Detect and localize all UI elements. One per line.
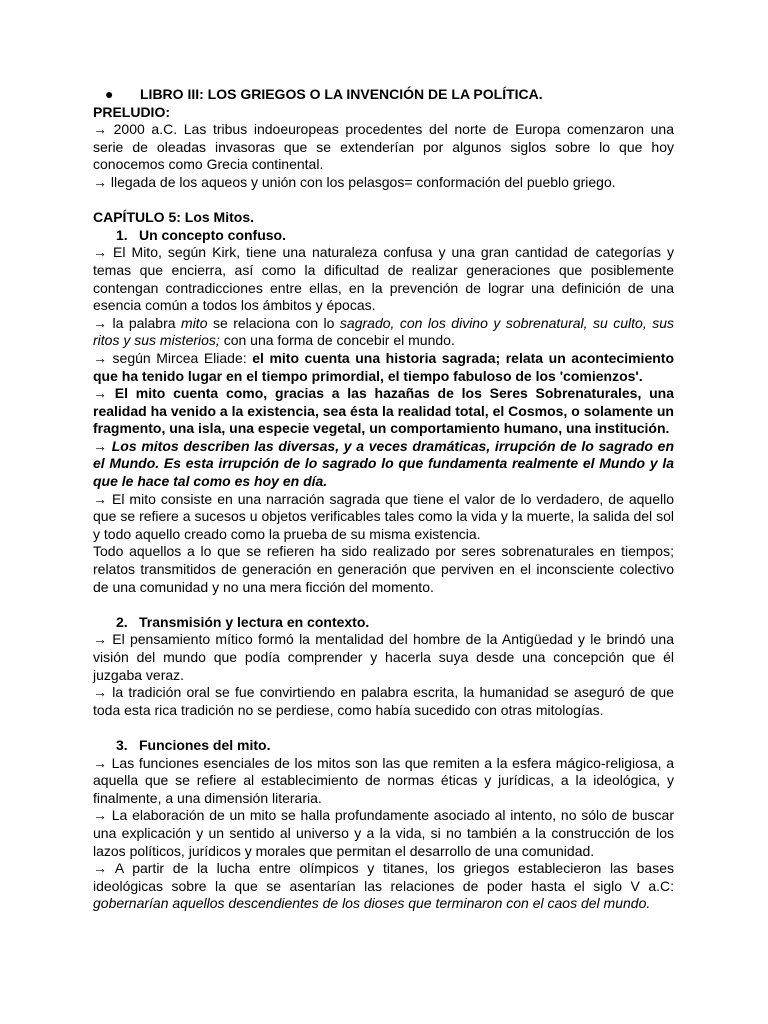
section-2-paragraph-2: → la tradición oral se fue convirtiendo en palabra escrita, la humanidad se aseguró de que toda esta rica tradición no se perdiese, como había sucedido con otras mitologías. bbox=[93, 684, 674, 718]
section-1-paragraph-6: → El mito consiste en una narración sagrada que tiene el valor de lo verdadero, de aquello que se refiere a sucesos u objetos verificables tales como la vida y la muerte, la salida del sol y todo aquello creado como la prueba de su misma existencia. bbox=[93, 490, 674, 542]
book-heading-text: LIBRO III: LOS GRIEGOS O LA INVENCIÓN DE LA POLÍTICA. bbox=[140, 86, 543, 102]
section-1-heading bbox=[93, 227, 674, 245]
section-1-paragraph-1: → El Mito, según Kirk, tiene una naturaleza confusa y una gran cantidad de categorías y temas que encierra, así como la dificultad de realizar generaciones que posiblemente contengan contradicciones entre ellas, en la prevención de lograr una definición de una esencia común a todos los ámbitos y épocas. bbox=[93, 244, 674, 314]
section-2-paragraph-1: → El pensamiento mítico formó la mentalidad del hombre de la Antigüedad y le brindó una visión del mundo que podía comprender y hacerla suya desde una concepción que él juzgaba veraz. bbox=[93, 631, 674, 683]
spacer bbox=[93, 719, 674, 737]
document-page bbox=[93, 86, 674, 913]
bullet-icon: ● bbox=[105, 86, 114, 102]
text-run: → la palabra bbox=[93, 314, 182, 331]
prelude-paragraph-1: → 2000 a.C. Las tribus indoeuropeas procedentes del norte de Europa comenzaron una serie de oleadas invasoras que se extenderían por algunos siglos sobre lo que hoy conocemos como Grecia continental. bbox=[93, 121, 674, 173]
section-1-title: Un concepto confuso. bbox=[139, 226, 286, 243]
book-heading bbox=[93, 86, 674, 104]
prelude-title: PRELUDIO: bbox=[93, 103, 170, 120]
text-run-bold: el mito cuenta una historia sagrada; relata un acontecimiento que ha tenido lugar en el tiempo primordial, el tiempo fabuloso de los 'comienzos'. bbox=[93, 349, 674, 384]
text-run: se relaciona con lo bbox=[207, 314, 340, 331]
text-run: con una forma de concebir el mundo. bbox=[219, 332, 455, 349]
text-run-italic: gobernarían aquellos descendientes de los dioses que terminaron con el caos del mundo. bbox=[93, 895, 651, 912]
text-run: → según Mircea Eliade: bbox=[93, 349, 253, 366]
section-3-paragraph-3 bbox=[93, 860, 674, 913]
section-1-paragraph-3 bbox=[93, 350, 674, 385]
text-run-bold-italic: Los mitos describen las diversas, y a veces dramáticas, irrupción de lo sagrado en el Mundo. Es esta irrupción de lo sagrado lo que fundamenta realmente el Mundo y la que le hace tal como es hoy en día. bbox=[93, 437, 674, 490]
section-1-paragraph-2 bbox=[93, 315, 674, 350]
section-2-title: Transmisión y lectura en contexto. bbox=[139, 613, 370, 630]
section-1-number: 1. bbox=[116, 226, 128, 243]
text-run-italic: sagrado, con los divino y sobrenatural, su culto, sus ritos y sus misterios; bbox=[93, 314, 674, 349]
text-run: → A partir de la lucha entre olímpicos y titanes, los griegos establecieron las bases ideológicas sobre la que se asentarían las relaciones de poder hasta el siglo V a.C: bbox=[93, 860, 674, 894]
section-3-title: Funciones del mito. bbox=[139, 736, 271, 753]
section-1-paragraph-4: → El mito cuenta como, gracias a las hazañas de los Seres Sobrenaturales, una realidad ha venido a la existencia, sea ésta la realidad total, el Cosmos, o solamente un fragmento, una isla, una especie vegetal, un comportamiento humano, una institución. bbox=[93, 385, 674, 437]
section-3-paragraph-2: → La elaboración de un mito se halla profundamente asociado al intento, no sólo de buscar una explicación y un sentido al universo y a la vida, si no también a la construcción de los lazos políticos, jurídicos y morales que permitan el desarrollo de una comunidad. bbox=[93, 807, 674, 859]
section-2-heading bbox=[93, 614, 674, 632]
spacer bbox=[93, 596, 674, 614]
text-run: → bbox=[93, 437, 112, 454]
section-3-number: 3. bbox=[116, 736, 128, 753]
chapter-title: CAPÍTULO 5: Los Mitos. bbox=[93, 209, 254, 226]
text-run-italic: mito bbox=[181, 314, 208, 331]
section-3-paragraph-1: → Las funciones esenciales de los mitos son las que remiten a la esfera mágico-religiosa, a aquella que se refiere al establecimiento de normas éticas y jurídicas, a la ideológica, y finalmente, a una dimensión literaria. bbox=[93, 754, 674, 806]
prelude-paragraph-2: → llegada de los aqueos y unión con los pelasgos= conformación del pueblo griego. bbox=[93, 173, 616, 190]
spacer bbox=[93, 192, 674, 210]
section-3-heading bbox=[93, 737, 674, 755]
section-1-paragraph-7: Todo aquellos a lo que se refieren ha sido realizado por seres sobrenaturales en tiempos; relatos transmitidos de generación en generación que perviven en el inconsciente colectivo de una comunidad y no una mera ficción del momento. bbox=[93, 543, 674, 595]
section-1-paragraph-5 bbox=[93, 438, 674, 491]
section-2-number: 2. bbox=[116, 613, 128, 630]
